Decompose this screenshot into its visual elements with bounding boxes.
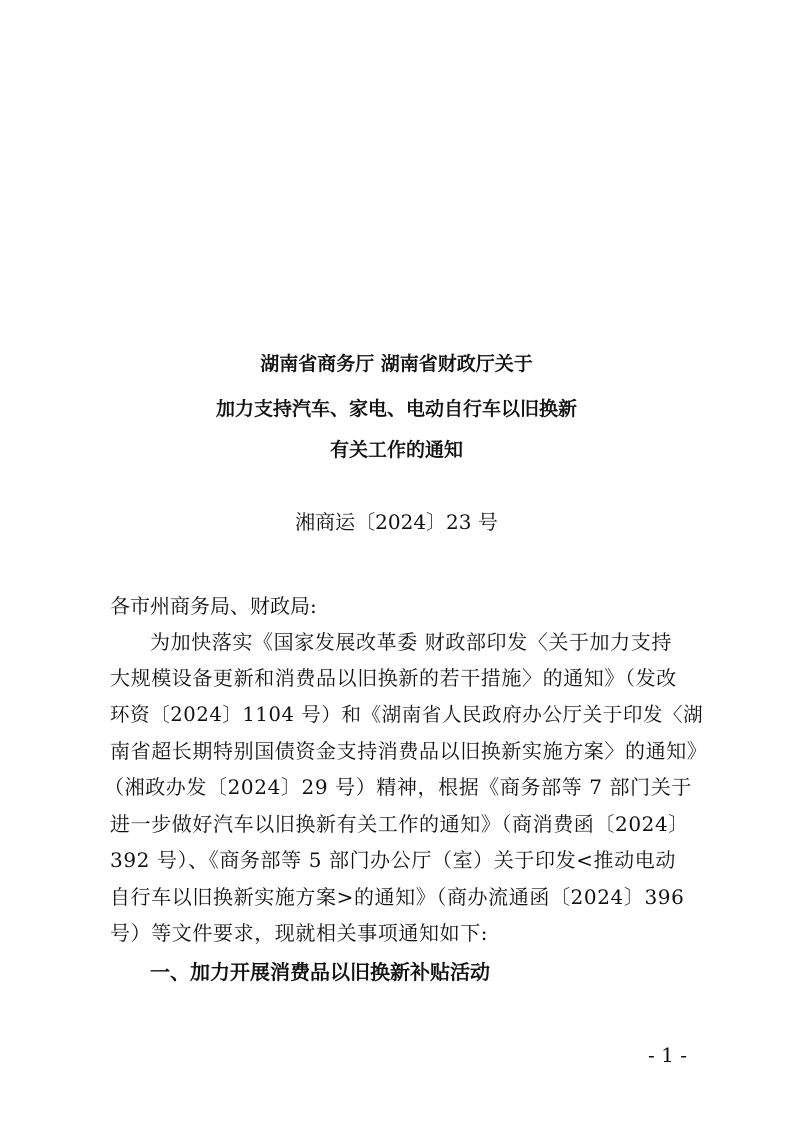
- document-title-line-3: 有关工作的通知: [329, 439, 463, 461]
- body-line-3: 环资〔2024〕1104 号）和《湖南省人民政府办公厅关于印发〈湖: [110, 703, 704, 726]
- body-line-5: （湘政办发〔2024〕29 号）精神，根据《商务部等 7 部门关于: [104, 775, 692, 799]
- salutation: 各市州商务局、财政局:: [110, 594, 317, 618]
- document-number: 湘商运〔2024〕23 号: [295, 510, 498, 534]
- body-line-9: 号）等文件要求，现就相关事项通知如下:: [110, 921, 489, 945]
- body-line-8: 自行车以旧换新实施方案>的通知》（商办流通函〔2024〕396: [110, 885, 685, 909]
- body-line-6: 进一步做好汽车以旧换新有关工作的通知》（商消费函〔2024〕: [110, 812, 689, 836]
- body-line-1: 为加快落实《国家发展改革委 财政部印发〈关于加力支持: [150, 630, 672, 654]
- document-title-line-1: 湖南省商务厅 湖南省财政厅关于: [260, 353, 533, 375]
- document-title-line-2: 加力支持汽车、家电、电动自行车以旧换新: [215, 398, 577, 420]
- section-heading: 一、加力开展消费品以旧换新补贴活动: [150, 960, 490, 984]
- body-line-2: 大规模设备更新和消费品以旧换新的若干措施〉的通知》（发改: [110, 666, 677, 690]
- body-line-7: 392 号）、《商务部等 5 部门办公厅（室）关于印发<推动电动: [110, 848, 676, 872]
- page-number: - 1 -: [648, 1043, 687, 1067]
- body-line-4: 南省超长期特别国债资金支持消费品以旧换新实施方案〉的通知》: [110, 739, 708, 763]
